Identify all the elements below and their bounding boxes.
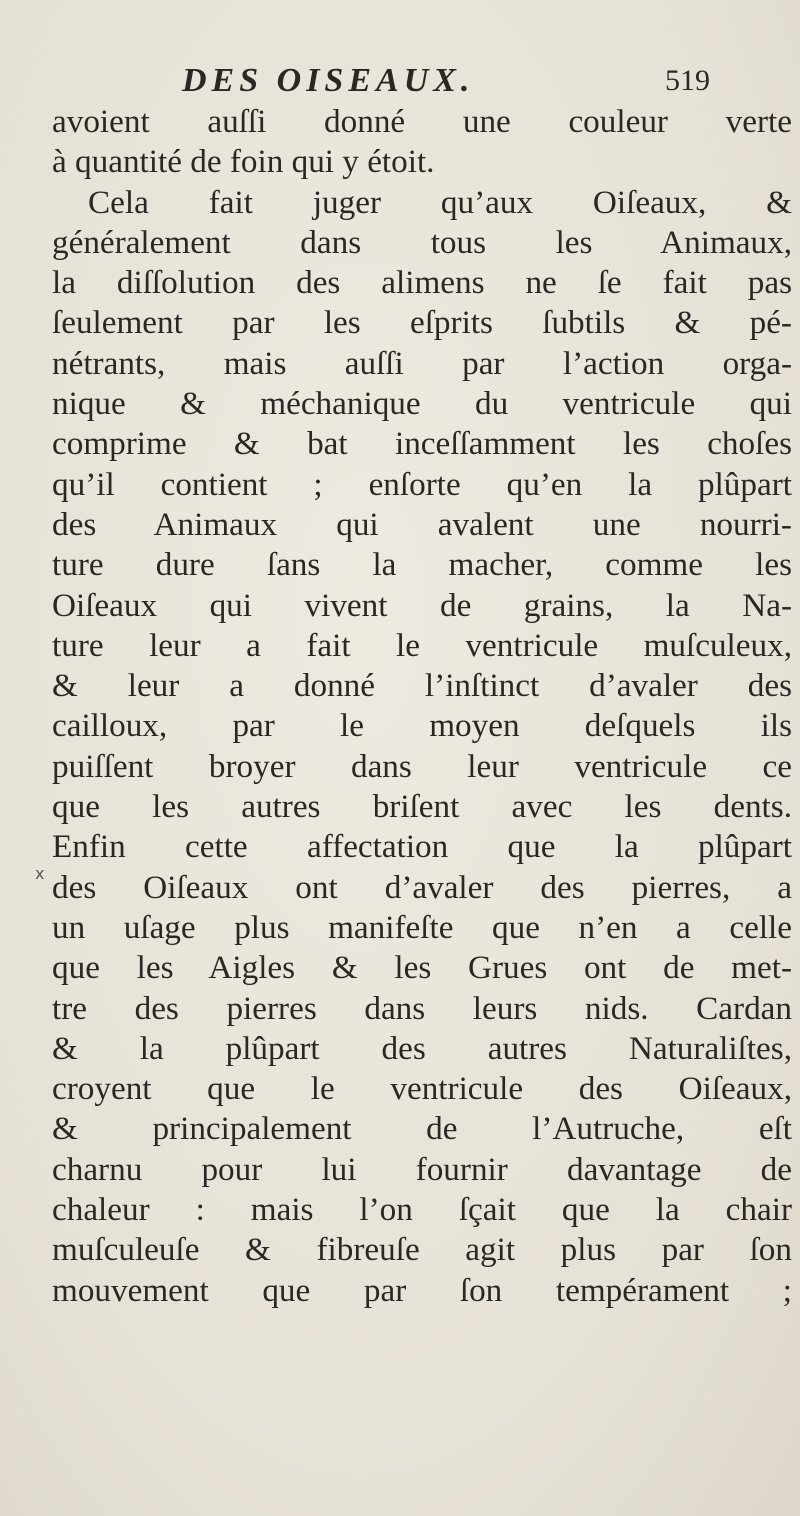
margin-mark: x: [35, 864, 45, 883]
text-line: des Oiſeaux ont d’avaler des pierres, a: [52, 868, 792, 906]
text-line: puiſſent broyer dans leur ventricule ce: [52, 747, 792, 785]
text-line: comprime & bat inceſſamment les choſes: [52, 425, 792, 463]
text-line: avoient auſſi donné une couleur verte: [52, 103, 792, 140]
text-line: muſculeuſe & fibreuſe agit plus par ſon: [52, 1231, 792, 1269]
text-line: que les autres briſent avec les dents.: [52, 788, 792, 826]
text-line: charnu pour lui fournir davantage de: [52, 1150, 792, 1188]
text-line: Cela fait juger qu’aux Oiſeaux, &: [88, 183, 792, 221]
running-head: DES OISEAUX.: [182, 62, 475, 99]
page-number: 519: [665, 64, 710, 97]
text-line: chaleur : mais l’on ſçait que la chair: [52, 1191, 792, 1229]
text-line: & principalement de l’Autruche, eſt: [52, 1110, 792, 1148]
text-line: Oiſeaux qui vivent de grains, la Na-: [52, 586, 792, 624]
text-line: & leur a donné l’inſtinct d’avaler des: [52, 667, 792, 705]
text-line: la diſſolution des alimens ne ſe fait pas: [52, 264, 792, 302]
page-header: [170, 62, 710, 102]
text-line: qu’il contient ; enſorte qu’en la plûpart: [52, 465, 792, 503]
text-line: nétrants, mais auſſi par l’action orga-: [52, 344, 792, 382]
text-line: des Animaux qui avalent une nourri-: [52, 505, 792, 543]
text-line: cailloux, par le moyen deſquels ils: [52, 707, 792, 745]
text-line: & la plûpart des autres Naturaliſtes,: [52, 1029, 792, 1067]
body-text: [52, 102, 792, 1311]
text-line: ſeulement par les eſprits ſubtils & pé-: [52, 304, 792, 342]
text-line: ture leur a fait le ventricule muſculeux,: [52, 626, 792, 664]
text-line: croyent que le ventricule des Oiſeaux,: [52, 1070, 792, 1108]
text-line: généralement dans tous les Animaux,: [52, 223, 792, 261]
text-line: que les Aigles & les Grues ont de met-: [52, 949, 792, 987]
text-line: un uſage plus manifeſte que n’en a celle: [52, 908, 792, 946]
text-line: à quantité de foin qui y étoit.: [52, 143, 435, 181]
text-line: Enfin cette affectation que la plûpart: [52, 828, 792, 866]
text-line: ture dure ſans la macher, comme les: [52, 546, 792, 584]
text-line: mouvement que par ſon tempérament ;: [52, 1271, 792, 1309]
text-line: tre des pierres dans leurs nids. Cardan: [52, 989, 792, 1027]
text-line: nique & méchanique du ventricule qui: [52, 385, 792, 423]
